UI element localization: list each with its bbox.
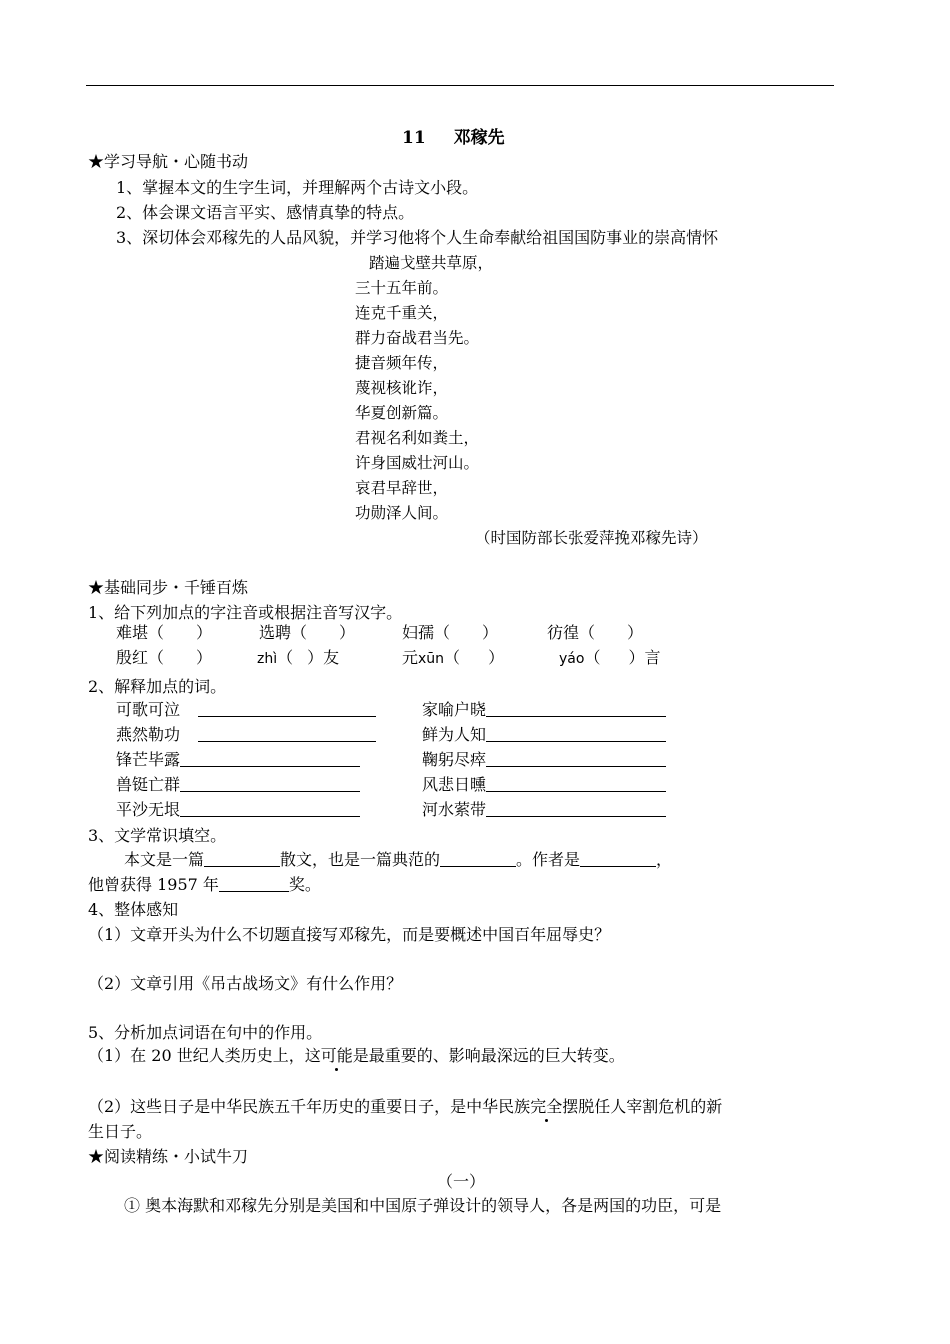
question-1-label: 1、给下列加点的字注音或根据注音写汉字。	[88, 603, 403, 622]
answer-blank[interactable]	[580, 850, 656, 867]
poem-line: 功勋泽人间。	[355, 504, 449, 522]
page-title	[402, 128, 505, 148]
answer-blank[interactable]	[486, 800, 666, 817]
q4-sub-1: （1）文章开头为什么不切题直接写邓稼先，而是要概述中国百年屈辱史？	[88, 925, 611, 944]
poem-line: 许身国威壮河山。	[355, 454, 480, 472]
guide-item-3: 3、深切体会邓稼先的人品风貌，并学习他将个人生命奉献给祖国国防事业的崇高情怀	[116, 228, 719, 247]
poem-line: 连克千重关，	[355, 304, 449, 322]
q2-right-2: 鲜为人知	[422, 725, 666, 745]
q2-right-3: 鞠躬尽瘁	[422, 750, 666, 770]
answer-blank[interactable]	[440, 850, 516, 867]
poem-line: 群力奋战君当先。	[355, 329, 480, 347]
q5-sub-2: （2）这些日子是中华民族五千年历史的重要日子，是中华民族完全摆脱任人宰割危机的新	[88, 1097, 723, 1116]
reading-part-number: （一）	[437, 1172, 486, 1191]
poem-line: 哀君早辞世，	[355, 479, 449, 497]
poem-line: 君视名利如粪土，	[355, 429, 480, 447]
poem-line: 捷音频年传，	[355, 354, 449, 372]
q1-item-furu: 妇孺（ ）	[402, 623, 499, 642]
answer-blank[interactable]	[486, 750, 666, 767]
guide-item-2: 2、体会课文语言平实、感情真挚的特点。	[116, 203, 415, 222]
question-5-label: 5、分析加点词语在句中的作用。	[88, 1023, 323, 1042]
q1-item-yinhong: 殷红（ ）	[116, 648, 213, 667]
section-heading-study-guide: ★学习导航・心随书动	[88, 152, 249, 171]
q2-right-1: 家喻户晓	[422, 700, 666, 720]
q1-item-yao-yan: yáo（ ）言	[559, 648, 661, 667]
section-heading-basics: ★基础同步・千锤百炼	[88, 578, 249, 597]
answer-blank[interactable]	[198, 725, 376, 742]
question-2-label: 2、解释加点的词。	[88, 677, 227, 696]
q2-left-3: 锋芒毕露	[116, 750, 360, 770]
q1-item-zhi-you: zhì（ ）友	[257, 648, 340, 667]
answer-blank[interactable]	[180, 800, 360, 817]
q3-line-1: 本文是一篇 散文，也是一篇典范的 。作者是 ，	[124, 850, 673, 869]
guide-item-1: 1、掌握本文的生字生词，并理解两个古诗文小段。	[116, 178, 479, 197]
q2-left-2: 燕然勒功	[116, 725, 376, 745]
q5-sub-1: （1）在 20 世纪人类历史上，这可能是最重要的、影响最深远的巨大转变。	[88, 1046, 625, 1065]
answer-blank[interactable]	[219, 875, 289, 892]
reading-paragraph-1: ① 奥本海默和邓稼先分别是美国和中国原子弹设计的领导人，各是两国的功臣，可是	[124, 1196, 722, 1215]
q1-item-nankan: 难堪（ ）	[116, 623, 213, 642]
answer-blank[interactable]	[180, 775, 360, 792]
q2-left-4: 兽铤亡群	[116, 775, 360, 795]
q2-right-5: 河水萦带	[422, 800, 666, 820]
lesson-number: 11	[402, 128, 426, 148]
answer-blank[interactable]	[486, 725, 666, 742]
poem-line: 蔑视核讹诈，	[355, 379, 449, 397]
q2-right-4: 风悲日曛	[422, 775, 666, 795]
q3-line-2: 他曾获得 1957 年 奖。	[88, 875, 321, 894]
q1-item-panghuang: 彷徨（ ）	[547, 623, 644, 642]
q1-item-yuanxun: 元xūn（ ）	[402, 648, 505, 667]
poem-line: 华夏创新篇。	[355, 404, 449, 422]
section-heading-reading: ★阅读精练・小试牛刀	[88, 1147, 249, 1166]
answer-blank[interactable]	[180, 750, 360, 767]
poem-line: 三十五年前。	[355, 279, 449, 297]
q2-left-1: 可歌可泣	[116, 700, 376, 720]
q1-item-xuanpin: 选聘（ ）	[259, 623, 356, 642]
poem-attribution: （时国防部长张爱萍挽邓稼先诗）	[475, 529, 708, 547]
answer-blank[interactable]	[486, 700, 666, 717]
q4-sub-2: （2）文章引用《吊古战场文》有什么作用？	[88, 974, 403, 993]
lesson-title: 邓稼先	[453, 128, 505, 148]
answer-blank[interactable]	[486, 775, 666, 792]
answer-blank[interactable]	[198, 700, 376, 717]
q5-sub-2-cont: 生日子。	[88, 1122, 153, 1141]
poem-line: 踏遍戈壁共草原，	[369, 254, 494, 272]
answer-blank[interactable]	[204, 850, 280, 867]
header-rule	[86, 85, 834, 86]
question-3-label: 3、文学常识填空。	[88, 826, 227, 845]
q2-left-5: 平沙无垠	[116, 800, 360, 820]
question-4-label: 4、整体感知	[88, 900, 179, 919]
